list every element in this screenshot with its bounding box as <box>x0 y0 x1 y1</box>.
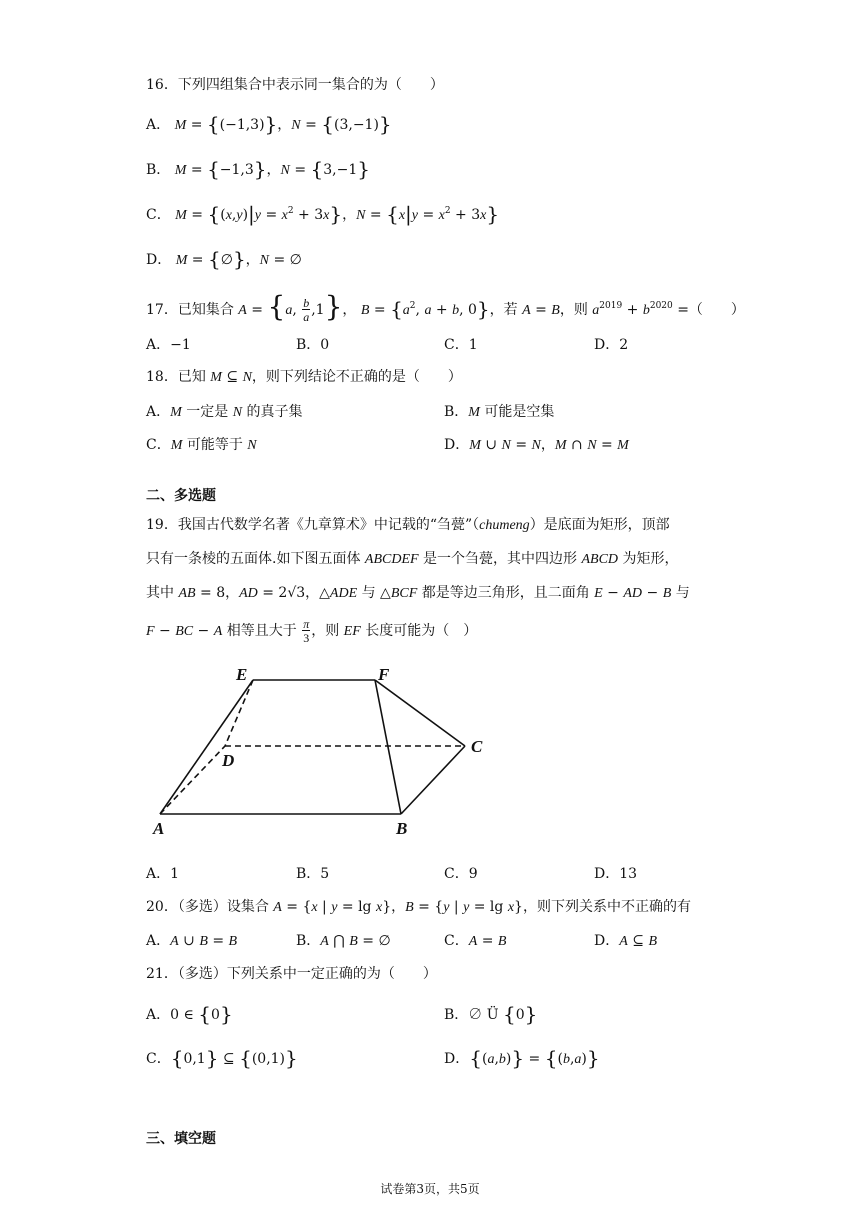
q19-option-d: D．13 <box>594 866 638 882</box>
q21-option-b: B．∅ Ü {0} <box>444 1002 538 1026</box>
q19-line3: 其中 AB = 8，AD = 2√3，△ADE 与 △BCF 都是等边三角形，且二面角 E − AD − B 与 <box>146 585 690 601</box>
edge-fb <box>375 680 401 814</box>
q16-option-a: A． M = {(−1,3)}，N = {(3,−1)} <box>146 112 392 136</box>
q17-option-b: B．0 <box>296 337 330 353</box>
q16-stem: 16．下列四组集合中表示同一集合的为（ ） <box>146 77 444 93</box>
page-footer: 试卷第3页，共5页 <box>380 1182 480 1196</box>
label-d: D <box>222 751 235 770</box>
q16-option-c: C． $M = \{(x,y)|y = x^2 + 3x\}$，$N = \{x|y = x^2 + 3x\}$ <box>146 202 500 226</box>
section-heading-multi-choice: 二、多选题 <box>146 488 216 504</box>
q18-stem: 18．已知 M ⊆ N，则下列结论不正确的是（ ） <box>146 369 462 385</box>
label-f: F <box>378 665 390 684</box>
q20-stem: 20．（多选）设集合 A = {x | y = lg x}，B = {y | y = lg x}，则下列关系中不正确的有 <box>146 899 691 915</box>
section-heading-fill-blank: 三、填空题 <box>146 1131 216 1147</box>
q21-stem: 21．（多选）下列关系中一定正确的为（ ） <box>146 966 437 982</box>
edge-bc <box>401 746 465 814</box>
label-c: C <box>471 737 483 756</box>
q19-option-b: B．5 <box>296 866 330 882</box>
q20-option-a: A．A ∪ B = B <box>146 933 238 949</box>
q19-option-c: C．9 <box>444 866 478 882</box>
q19-line1: 19．我国古代数学名著《九章算术》中记载的“刍甍”（chumeng）是底面为矩形，顶部 <box>146 517 670 533</box>
q16-a-label: A． <box>146 117 171 133</box>
q20-option-d: D．A ⊆ B <box>594 933 657 949</box>
q18-option-c: C．M 可能等于 N <box>146 437 257 453</box>
edge-ad-hidden <box>160 746 225 814</box>
q20-option-c: C．A = B <box>444 933 507 949</box>
q18-option-d: D．M ∪ N = N，M ∩ N = M <box>444 437 629 453</box>
q19-option-a: A．1 <box>146 866 180 882</box>
q20-option-b: B．A ⋂ B = ∅ <box>296 933 391 949</box>
label-e: E <box>236 665 248 684</box>
q16-option-d: D． M = {∅}，N = ∅ <box>146 247 302 271</box>
q18-option-a: A．M 一定是 N 的真子集 <box>146 404 303 420</box>
q19-figure <box>150 662 500 842</box>
label-a: A <box>153 819 165 838</box>
edge-fc <box>375 680 465 746</box>
edge-ea <box>160 680 253 814</box>
q17-option-d: D．2 <box>594 337 629 353</box>
label-b: B <box>396 819 408 838</box>
q21-option-d: D．{(a,b)} = {(b,a)} <box>444 1046 600 1070</box>
q21-option-c: C．{0,1} ⊆ {(0,1)} <box>146 1046 298 1070</box>
q21-option-a: A．0 ∈ {0} <box>146 1002 233 1026</box>
q19-line2: 只有一条棱的五面体.如下图五面体 ABCDEF 是一个刍甍，其中四边形 ABCD 为矩形， <box>146 551 679 567</box>
q17-option-a: A．−1 <box>146 337 191 353</box>
q16-option-b: B． M = {−1,3}，N = {3,−1} <box>146 157 370 181</box>
q17-option-c: C．1 <box>444 337 478 353</box>
q18-option-b: B．M 可能是空集 <box>444 404 555 420</box>
q17-stem: 17．已知集合 A = {a, $\frac{b}{a}$ ,1}， $B = \{a^2$, a + b, 0}，若 A = B，则 $a^{2019} + b^{2020}$ =（ ） <box>146 290 745 324</box>
q19-line4: F − BC − A 相等且大于 $\frac{\pi}{3}$ ，则 EF 长度可能为（ ） <box>146 617 478 645</box>
